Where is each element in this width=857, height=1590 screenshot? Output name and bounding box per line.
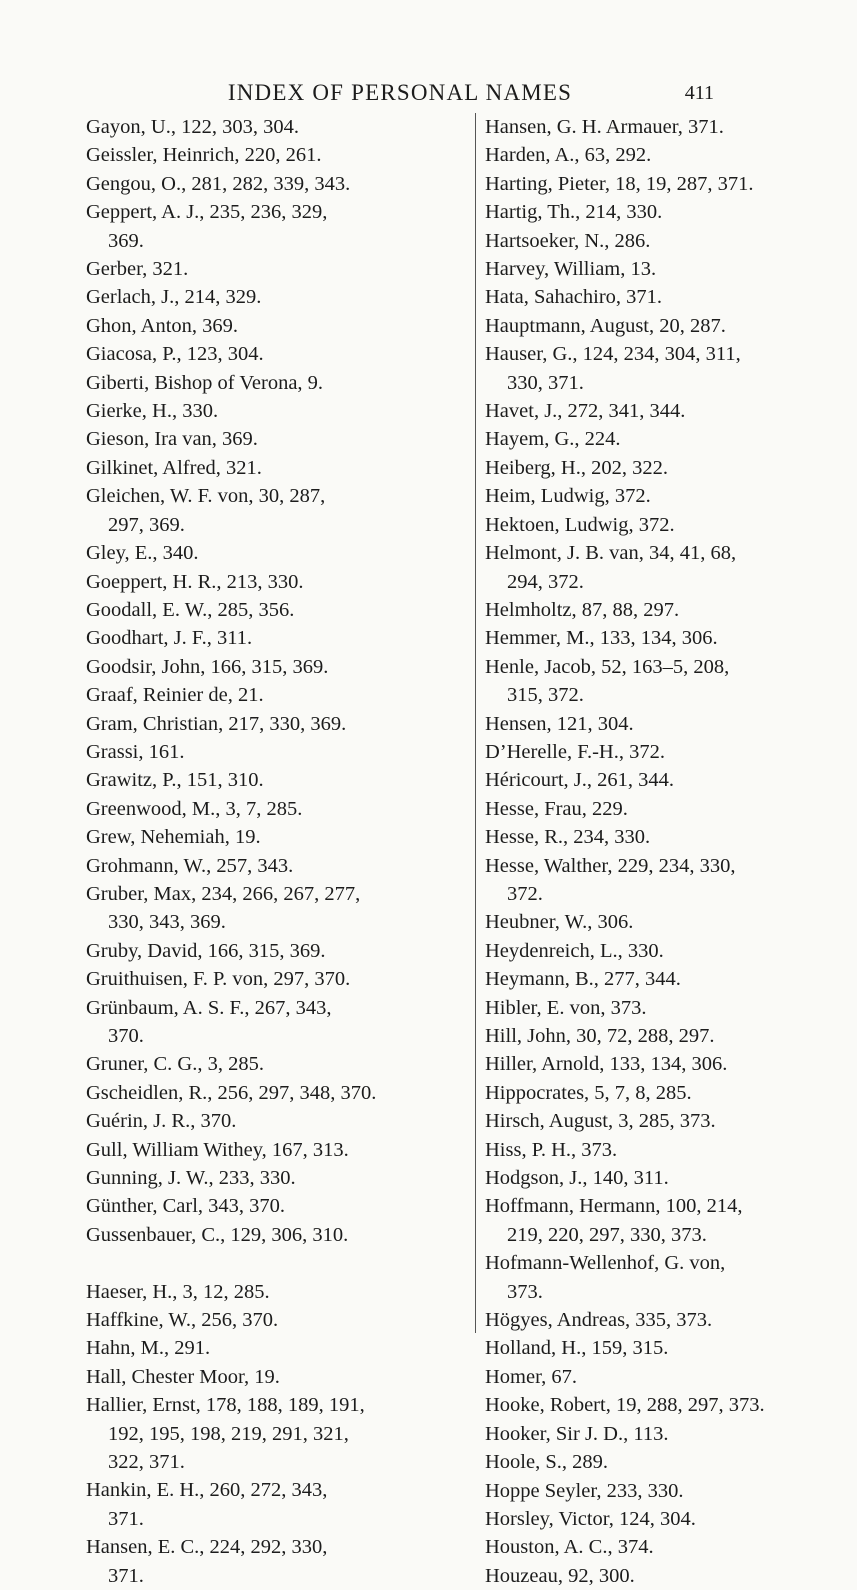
- index-entry: Gilkinet, Alfred, 321.: [86, 456, 262, 479]
- index-entry: Heydenreich, L., 330.: [485, 939, 664, 962]
- index-entry: Houzeau, 92, 300.: [485, 1564, 635, 1587]
- index-entry: Heiberg, H., 202, 322.: [485, 456, 668, 479]
- index-entry: Hoffmann, Hermann, 100, 214,: [485, 1195, 743, 1218]
- index-entry-continuation: 371.: [108, 1507, 144, 1530]
- index-entry: Hooke, Robert, 19, 288, 297, 373.: [485, 1394, 765, 1417]
- index-entry: Hansen, G. H. Armauer, 371.: [485, 116, 724, 138]
- index-entry: Geissler, Heinrich, 220, 261.: [86, 144, 322, 167]
- index-entry: Heymann, B., 277, 344.: [485, 968, 681, 991]
- index-entry: Greenwood, M., 3, 7, 285.: [86, 797, 303, 820]
- index-entry-continuation: 369.: [108, 229, 144, 252]
- running-head: [0, 76, 800, 110]
- index-entry: Graaf, Reinier de, 21.: [86, 684, 264, 707]
- index-entry: Hirsch, August, 3, 285, 373.: [485, 1110, 716, 1133]
- index-entry: Gruithuisen, F. P. von, 297, 370.: [86, 968, 351, 991]
- index-entry: D’Herelle, F.-H., 372.: [485, 740, 665, 763]
- index-entry: Helmholtz, 87, 88, 297.: [485, 598, 680, 621]
- index-entry: Gscheidlen, R., 256, 297, 348, 370.: [86, 1081, 377, 1104]
- index-entry: Hahn, M., 291.: [86, 1337, 211, 1360]
- index-entry: Hayem, G., 224.: [485, 428, 621, 451]
- index-entry: Goodall, E. W., 285, 356.: [86, 598, 295, 621]
- index-entry: Hoole, S., 289.: [485, 1451, 608, 1474]
- index-entry-continuation: 370.: [108, 1025, 144, 1047]
- column-divider: [475, 113, 476, 1333]
- index-entry: Hensen, 121, 304.: [485, 712, 634, 735]
- index-entry: Hibler, E. von, 373.: [485, 996, 647, 1019]
- index-entry-continuation: 330, 371.: [507, 371, 584, 394]
- index-entry: Gruber, Max, 234, 266, 267, 277,: [86, 882, 361, 905]
- index-entry: Haeser, H., 3, 12, 285.: [86, 1280, 270, 1303]
- index-entry: Hiller, Arnold, 133, 134, 306.: [485, 1053, 728, 1076]
- index-entry: Gruby, David, 166, 315, 369.: [86, 939, 326, 962]
- index-entry: Harvey, William, 13.: [485, 258, 657, 281]
- index-entry: Grohmann, W., 257, 343.: [86, 854, 294, 877]
- index-entry: Hauptmann, August, 20, 287.: [485, 314, 726, 337]
- index-entry-continuation: 294, 372.: [507, 570, 584, 593]
- index-entry: Hata, Sahachiro, 371.: [485, 286, 663, 309]
- index-entry: Harden, A., 63, 292.: [485, 144, 652, 167]
- index-entry: Grew, Nehemiah, 19.: [86, 826, 261, 849]
- index-entry: Hesse, Frau, 229.: [485, 797, 628, 820]
- index-entry: Henle, Jacob, 52, 163–5, 208,: [485, 655, 730, 678]
- index-entry: Hoppe Seyler, 233, 330.: [485, 1479, 684, 1502]
- index-entry: Hauser, G., 124, 234, 304, 311,: [485, 343, 741, 366]
- index-entry-continuation: 315, 372.: [507, 684, 584, 707]
- index-entry: Hesse, R., 234, 330.: [485, 826, 651, 849]
- index-entry: Gruner, C. G., 3, 285.: [86, 1053, 264, 1076]
- index-entry: Goeppert, H. R., 213, 330.: [86, 570, 304, 593]
- index-entry: Gerlach, J., 214, 329.: [86, 286, 262, 309]
- index-entry: Gley, E., 340.: [86, 542, 199, 565]
- index-entry: Hartig, Th., 214, 330.: [485, 201, 663, 224]
- index-entry: Ghon, Anton, 369.: [86, 314, 239, 337]
- page-number: 411: [684, 82, 714, 104]
- index-entry: Guérin, J. R., 370.: [86, 1110, 237, 1133]
- index-entry-continuation: 297, 369.: [108, 513, 185, 536]
- index-entry: Horsley, Victor, 124, 304.: [485, 1507, 696, 1530]
- index-entry: Hooker, Sir J. D., 113.: [485, 1422, 669, 1445]
- index-entry: Hill, John, 30, 72, 288, 297.: [485, 1025, 715, 1047]
- index-entry: Gerber, 321.: [86, 258, 189, 281]
- index-entry: Gram, Christian, 217, 330, 369.: [86, 712, 347, 735]
- index-entry: Gunning, J. W., 233, 330.: [86, 1167, 296, 1190]
- index-entry-continuation: 330, 343, 369.: [108, 911, 226, 934]
- index-entry: Giacosa, P., 123, 304.: [86, 343, 264, 366]
- index-entry: Gayon, U., 122, 303, 304.: [86, 116, 299, 138]
- index-entry: Houston, A. C., 374.: [485, 1536, 654, 1559]
- index-entry: Holland, H., 159, 315.: [485, 1337, 669, 1360]
- index-entry-continuation: 373.: [507, 1280, 543, 1303]
- index-entry: Hiss, P. H., 373.: [485, 1138, 618, 1161]
- index-entry: Goodhart, J. F., 311.: [86, 627, 253, 650]
- index-entry: Hallier, Ernst, 178, 188, 189, 191,: [86, 1394, 365, 1417]
- index-entry: Geppert, A. J., 235, 236, 329,: [86, 201, 328, 224]
- running-title: INDEX OF PERSONAL NAMES: [227, 80, 573, 105]
- index-entry: Högyes, Andreas, 335, 373.: [485, 1309, 713, 1332]
- index-entry: Gieson, Ira van, 369.: [86, 428, 258, 451]
- index-entry: Hansen, E. C., 224, 292, 330,: [86, 1536, 328, 1559]
- index-column-right: [485, 113, 857, 1590]
- index-entry: Gierke, H., 330.: [86, 400, 219, 423]
- index-entry: Heim, Ludwig, 372.: [485, 485, 651, 508]
- index-entry: Haffkine, W., 256, 370.: [86, 1309, 279, 1332]
- index-entry: Grawitz, P., 151, 310.: [86, 769, 264, 792]
- index-entry: Hofmann-Wellenhof, G. von,: [485, 1252, 726, 1275]
- index-entry: Hemmer, M., 133, 134, 306.: [485, 627, 718, 650]
- index-entry: Hektoen, Ludwig, 372.: [485, 513, 675, 536]
- index-entry: Hall, Chester Moor, 19.: [86, 1365, 280, 1388]
- index-entry: Hartsoeker, N., 286.: [485, 229, 651, 252]
- letter-section-gap: [86, 1249, 462, 1277]
- index-entry: Héricourt, J., 261, 344.: [485, 769, 675, 792]
- index-entry: Gengou, O., 281, 282, 339, 343.: [86, 172, 351, 195]
- index-entry: Heubner, W., 306.: [485, 911, 634, 934]
- index-entry: Grassi, 161.: [86, 740, 185, 763]
- index-entry: Günther, Carl, 343, 370.: [86, 1195, 286, 1218]
- index-entry: Gull, William Withey, 167, 313.: [86, 1138, 349, 1161]
- index-entry: Hesse, Walther, 229, 234, 330,: [485, 854, 736, 877]
- index-entry: Helmont, J. B. van, 34, 41, 68,: [485, 542, 737, 565]
- index-entry: Homer, 67.: [485, 1365, 577, 1388]
- index-entry: Hippocrates, 5, 7, 8, 285.: [485, 1081, 692, 1104]
- index-entry: Gussenbauer, C., 129, 306, 310.: [86, 1223, 349, 1246]
- index-entry: Gleichen, W. F. von, 30, 287,: [86, 485, 326, 508]
- index-entry-continuation: 192, 195, 198, 219, 291, 321,: [108, 1422, 349, 1445]
- index-entry: Grünbaum, A. S. F., 267, 343,: [86, 996, 332, 1019]
- index-entry: Goodsir, John, 166, 315, 369.: [86, 655, 329, 678]
- index-entry-continuation: 371.: [108, 1564, 144, 1587]
- index-entry-continuation: 372.: [507, 882, 543, 905]
- index-column-left: [86, 113, 462, 1590]
- index-entry: Hodgson, J., 140, 311.: [485, 1167, 669, 1190]
- index-entry: Harting, Pieter, 18, 19, 287, 371.: [485, 172, 754, 195]
- index-entry-continuation: 322, 371.: [108, 1451, 185, 1474]
- index-entry: Hankin, E. H., 260, 272, 343,: [86, 1479, 328, 1502]
- index-entry: Havet, J., 272, 341, 344.: [485, 400, 686, 423]
- index-entry: Giberti, Bishop of Verona, 9.: [86, 371, 324, 394]
- index-entry-continuation: 219, 220, 297, 330, 373.: [507, 1223, 707, 1246]
